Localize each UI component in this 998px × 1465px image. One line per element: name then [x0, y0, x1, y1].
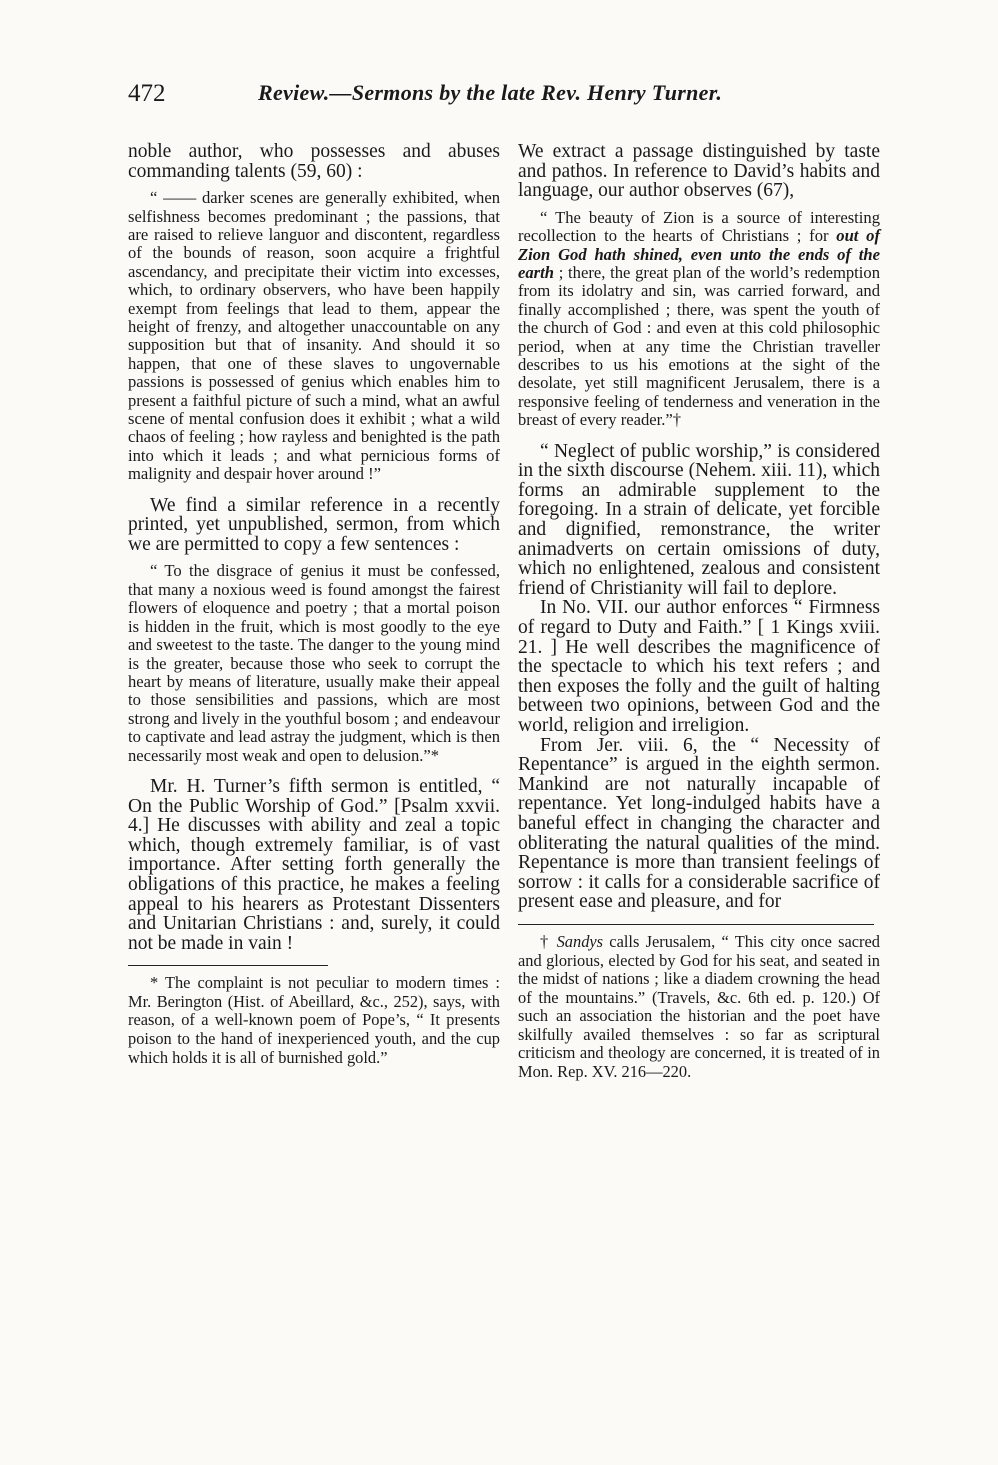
left-paragraph-2: We find a similar reference in a recently printed, yet unpublished, sermon, from which we are permitted to copy a few sentences : [128, 494, 500, 555]
right-quote-1-italic: out of Zion God hath shined, even unto the ends of the earth [518, 226, 880, 282]
right-quote-1-start: “ The beauty of Zion is a source of interesting recollection to the hearts of Christians ; for [518, 207, 880, 246]
right-footnote-mark: † [540, 931, 557, 951]
left-paragraph-1: noble author, who possesses and abuses commanding talents (59, 60) : [128, 141, 500, 182]
left-quote-1: “ —— darker scenes are generally exhibited, when selfishness becomes predominant ; the passions, that are raised to relieve languor and discontent, regardless of the bounds of reason, soon acquire a frightful ascendancy, and precipitate their victim into excesses, which, to ordinary observers, who have been happily exempt from feelings that lead to them, appear the height of frenzy, and altogether unaccountable on any supposition but that of insanity. And should it so happen, that one of these slaves to ungovernable passions is possessed of genius which enables him to present a faithful picture of such a mind, what an awful scene of mental confusion does it exhibit ; what a wild chaos of feeling ; how rayless and benighted is the path into which it leads ; and what pernicious forms of malignity and despair hover around !” [128, 188, 500, 484]
running-head [128, 80, 880, 114]
right-paragraph-3: In No. VII. our author enforces “ Firmness of regard to Duty and Faith.” [ 1 Kings xviii. 21. ] He well describes the magnificence of the spectacle to which his text refers ; and then exposes the folly and the guilt of halting between two opinions, between God and the world, religion and irreligion. [518, 597, 880, 736]
right-footnote-italic: Sandys [556, 931, 604, 951]
left-paragraph-3: Mr. H. Turner’s fifth sermon is entitled, “ On the Public Worship of God.” [Psalm xxvii. 4.] He discusses with ability and zeal a topic which, though extremely familiar, is of vast importance. After setting forth generally the obligations of this practice, he makes a feeling appeal to his hearers as Protestant Dissenters and Unitarian Christians : and, surely, it could not be made in vain ! [128, 775, 500, 954]
right-paragraph-4: From Jer. viii. 6, the “ Necessity of Repentance” is argued in the eighth sermon. Mankind are not naturally incapable of repentance. Yet long-indulged habits have a baneful effect in changing the character and obliterating the natural qualities of the mind. Repentance is more than transient feelings of sorrow : it calls for a considerable sacrifice of present ease and pleasure, and for [518, 734, 880, 913]
left-column [128, 142, 500, 1067]
right-paragraph-2: “ Neglect of public worship,” is considered in the sixth discourse (Nehem. xiii. 11), which forms an admirable supplement to the foregoing. In a strain of delicate, yet forcible and dignified, remonstrance, the writer animadverts on certain omissions of duty, which no enlightened, zealous and consistent friend of Christianity will fail to deplore. [518, 440, 880, 599]
right-quote-1 [518, 209, 880, 430]
right-footnote-rule [518, 924, 874, 925]
left-quote-2: “ To the disgrace of genius it must be confessed, that many a noxious weed is found amongst the fairest flowers of eloquence and poetry ; that a mortal poison is hidden in the fruit, which is most goodly to the eye and sweetest to the taste. The danger to the young mind is the greater, because those who seek to corrupt the heart by means of literature, usually make their appeal to those sensibilities and passions, which are most strong and lively in the youthful bosom ; and endeavour to captivate and lead astray the judgment, which is then necessarily most weak and open to delusion.”* [128, 561, 500, 765]
right-column [518, 142, 880, 1082]
running-head-title: Review.—Sermons by the late Rev. Henry Turner. [258, 80, 723, 105]
right-footnote-text: calls Jerusalem, “ This city once sacred and glorious, elected by God for his seat, and seated in the midst of nations ; like a diadem crowning the head of the mountains.” (Travels, &c. 6th ed. p. 120.) Of such an association the historian and the poet have skilfully availed themselves : so far as scriptural criticism and theology are concerned, it is treated of in Mon. Rep. XV. 216—220. [518, 931, 880, 1082]
right-paragraph-1: We extract a passage distinguished by taste and pathos. In reference to David’s habits and language, our author observes (67), [518, 141, 880, 202]
right-quote-1-end: ; there, the great plan of the world’s redemption from its idolatry and sin, was carried forward, and finally accomplished ; there, was spent the youth of the church of God : and even at this cold philosophic period, when at any time the Christian traveller describes to us his emotions at the sight of the desolate, yet still magnificent Jerusalem, there is a responsive feeling of tenderness and veneration in the breast of every reader.”† [518, 263, 880, 430]
page-number: 472 [128, 80, 166, 107]
left-footnote: * The complaint is not peculiar to modern times : Mr. Berington (Hist. of Abeillard, &c., 252), says, with reason, of a well-known poem of Pope’s, “ It presents poison to the hand of inexperienced youth, and the cup which holds it is all of burnished gold.” [128, 973, 500, 1067]
right-footnote [518, 933, 880, 1082]
footnote-rule [128, 965, 328, 966]
